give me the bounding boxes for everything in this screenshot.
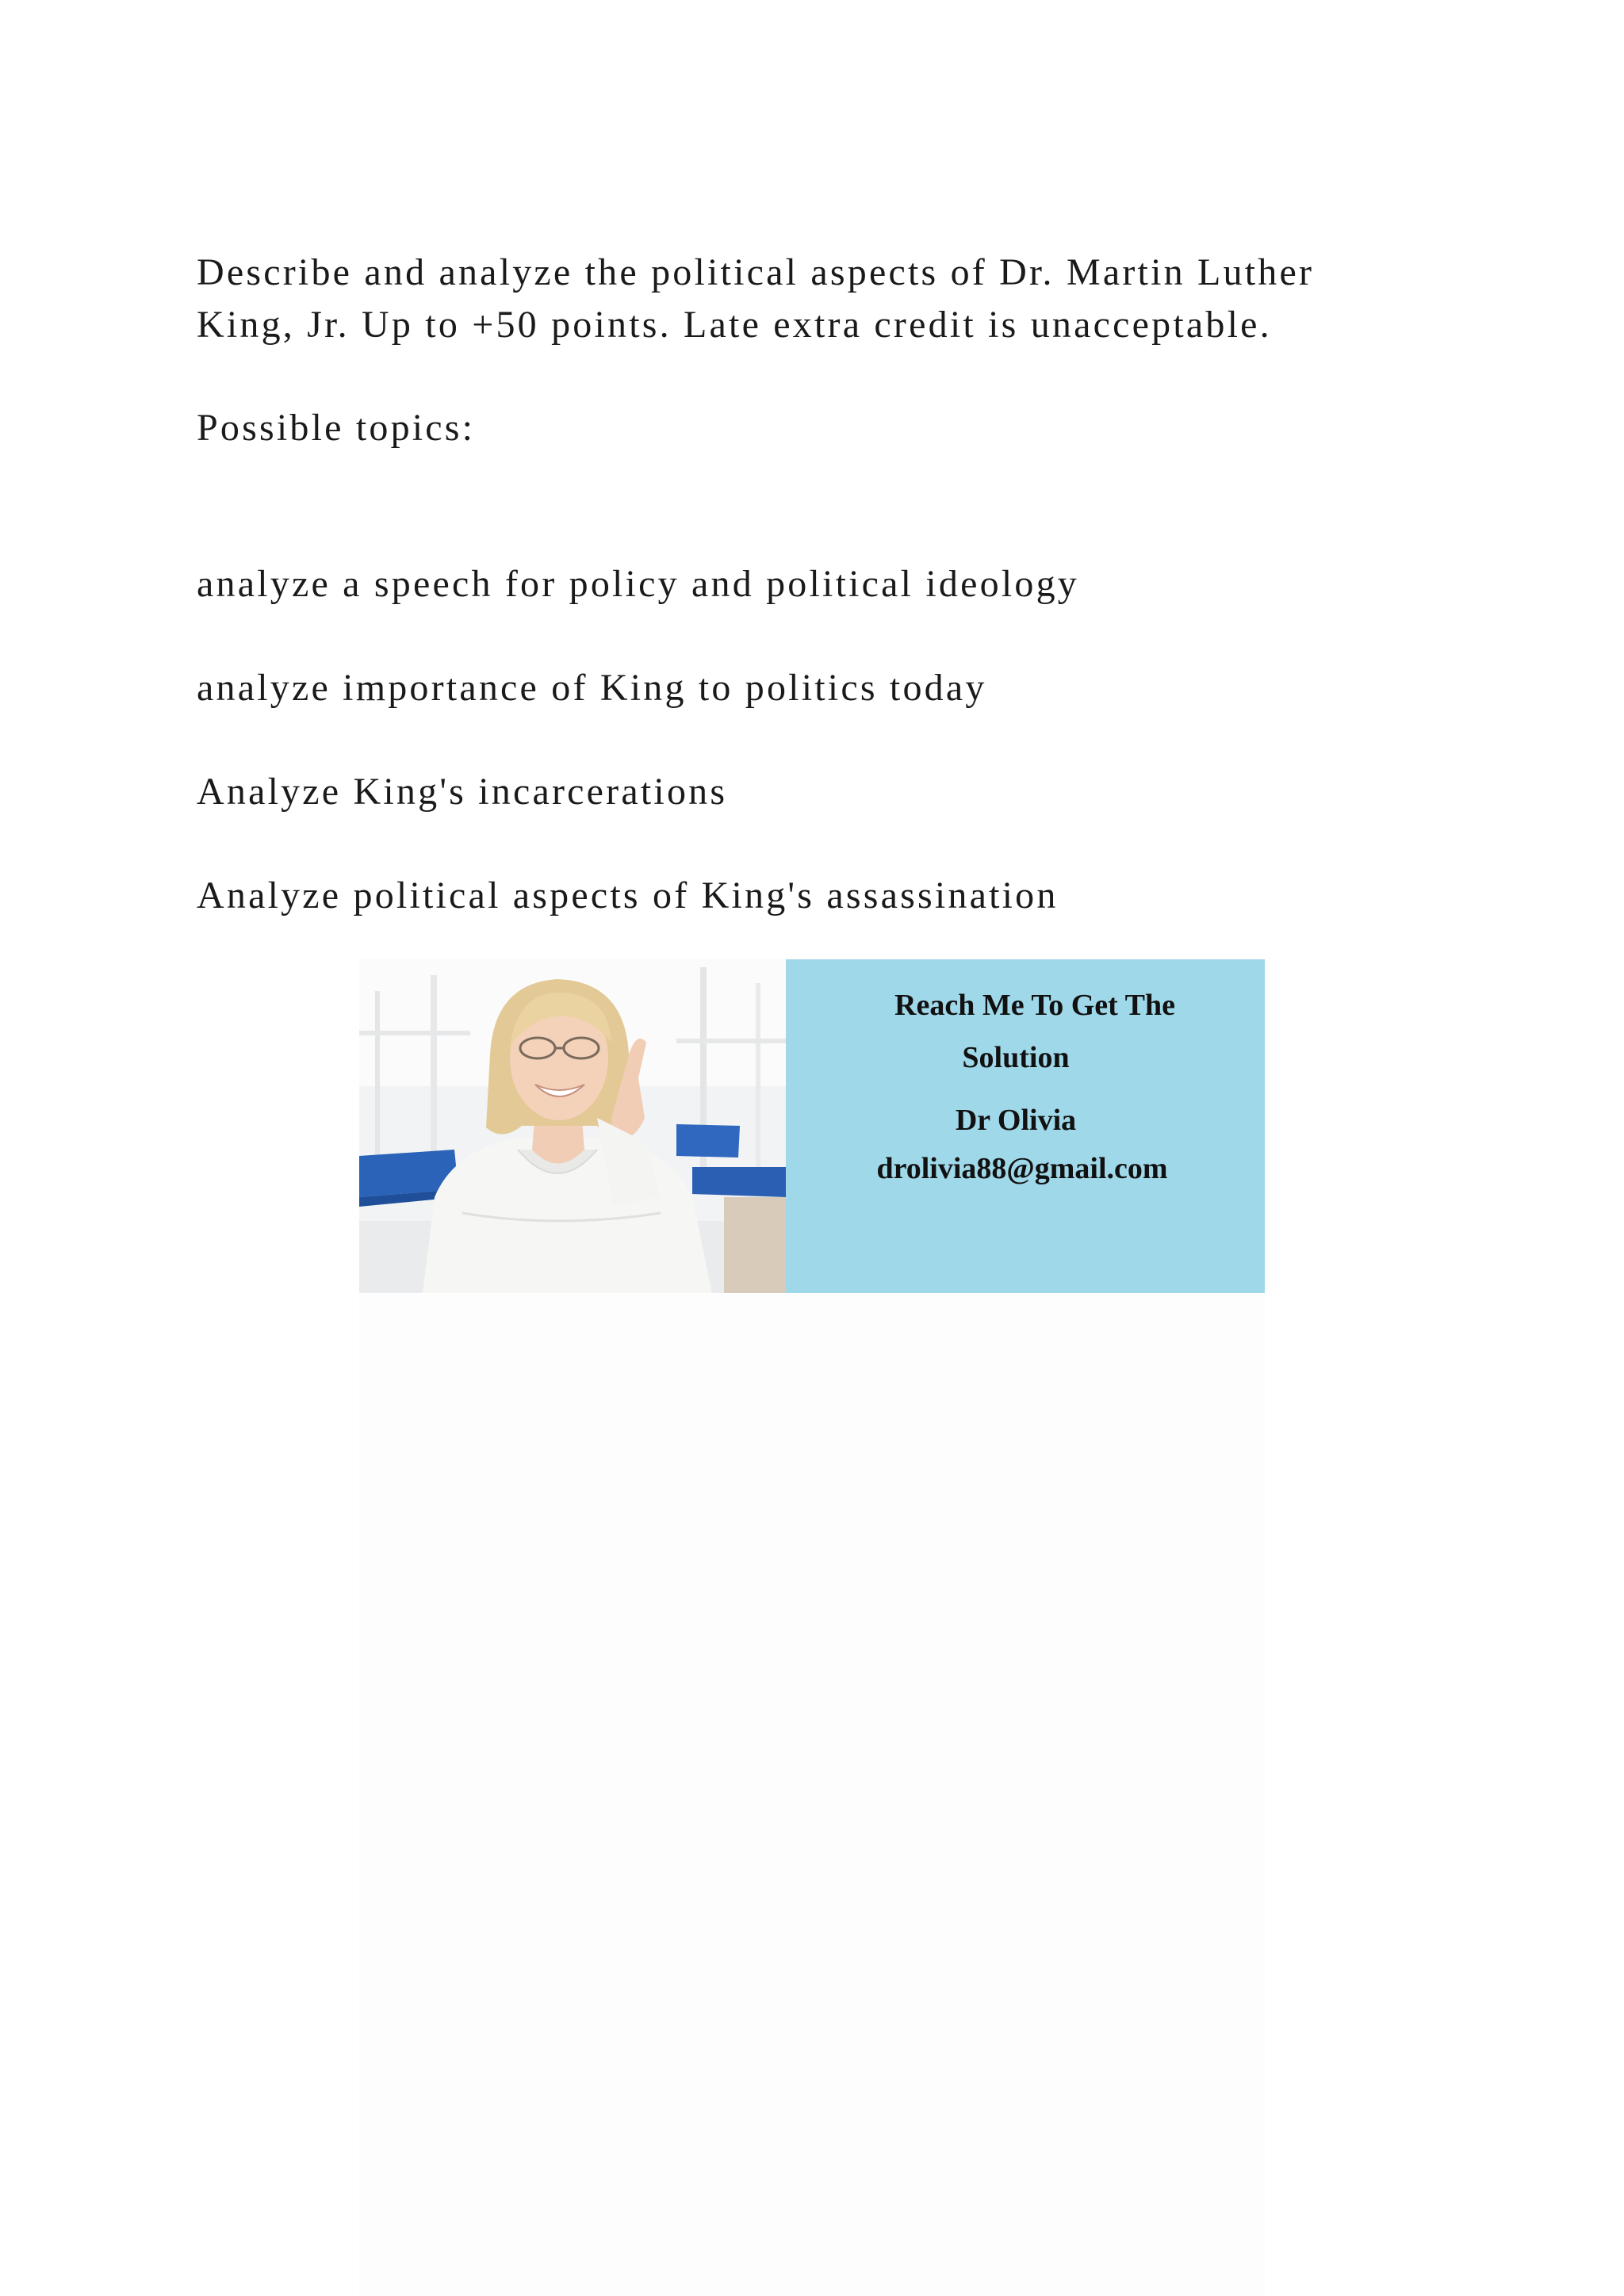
- intro-paragraph: [197, 247, 1314, 351]
- topic-item: Analyze political aspects of King's assassination: [197, 874, 1059, 916]
- topic-item: analyze importance of King to politics today: [197, 667, 987, 709]
- topic-item: Analyze King's incarcerations: [197, 771, 728, 813]
- topic-item: analyze a speech for policy and political ideology: [197, 563, 1079, 605]
- contact-banner: [359, 959, 1265, 1293]
- intro-line-1: Describe and analyze the political aspects of Dr. Martin Luther: [197, 251, 1315, 293]
- headline-line-1: Reach Me To Get The: [894, 989, 1175, 1022]
- headline-line-2: Solution: [962, 1041, 1070, 1074]
- contact-name: Dr Olivia: [955, 1104, 1077, 1137]
- image-shadow-area: [359, 1294, 1265, 2296]
- intro-line-2: King, Jr. Up to +50 points. Late extra credit is unacceptable.: [197, 304, 1272, 346]
- contact-email: drolivia88@gmail.com: [876, 1152, 1168, 1185]
- contact-panel: [786, 959, 1265, 1293]
- woman-photo: [359, 959, 786, 1293]
- topics-heading: Possible topics:: [197, 407, 476, 449]
